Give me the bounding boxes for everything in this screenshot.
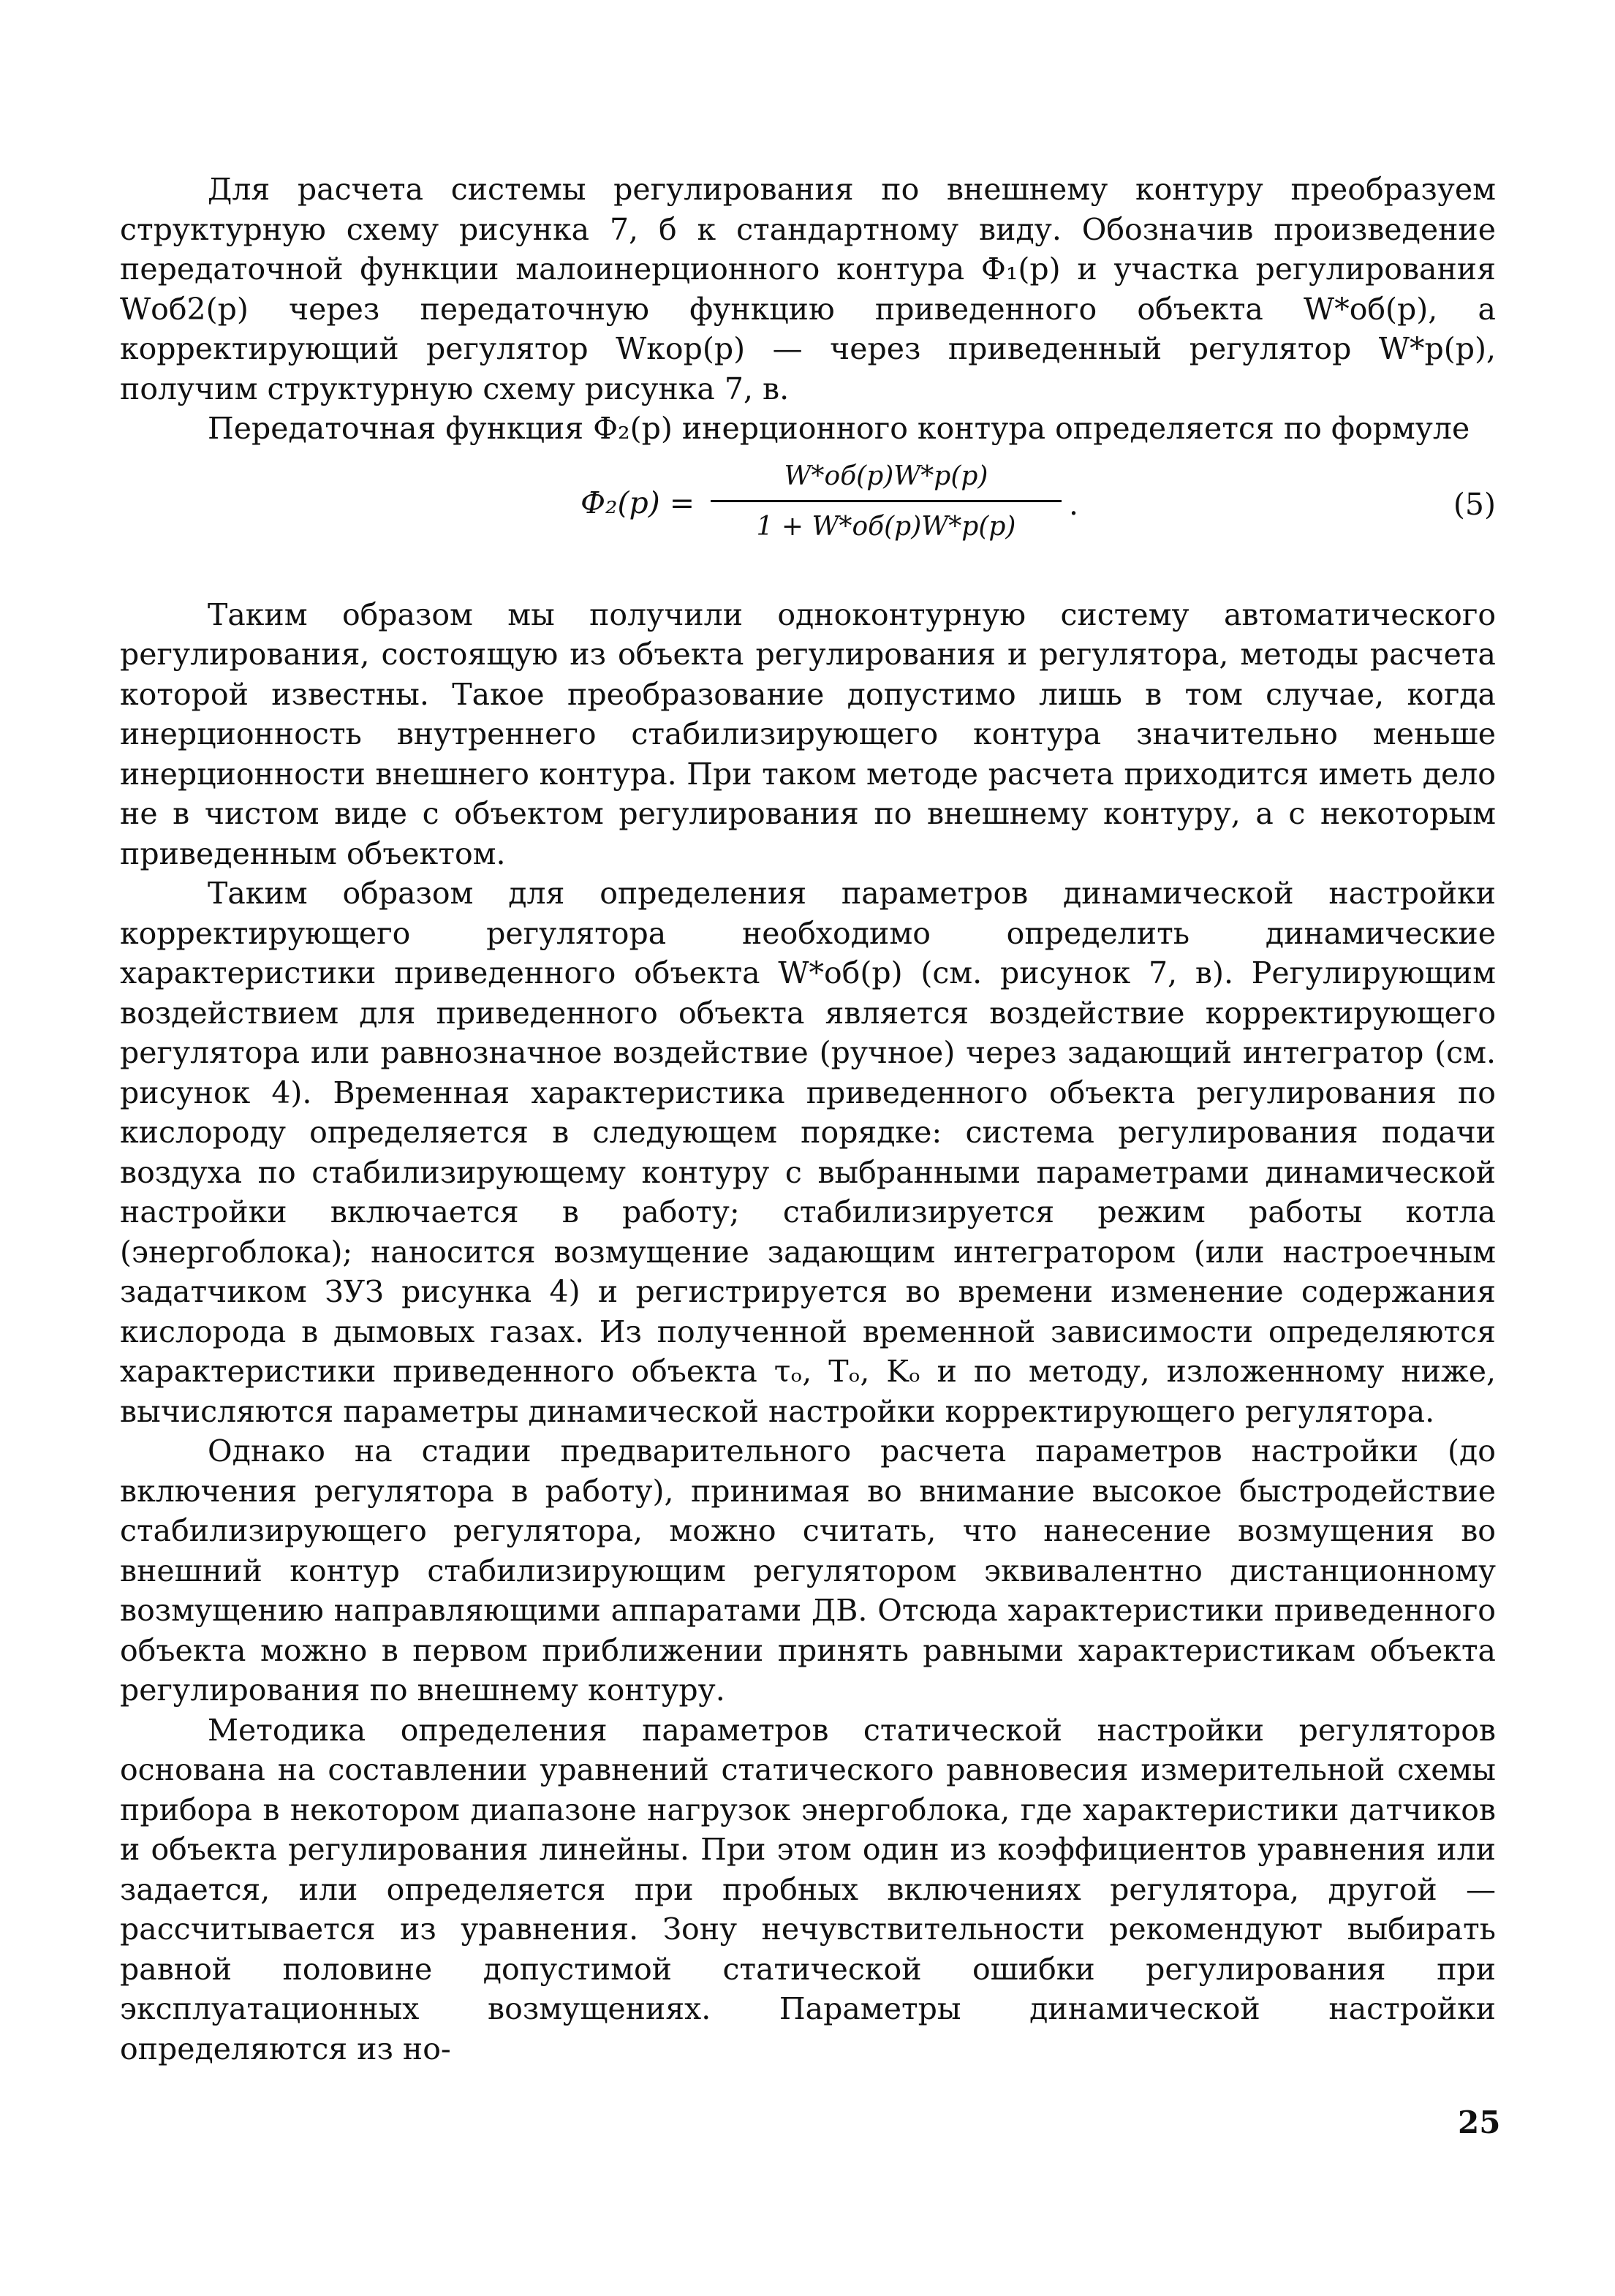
paragraph-1: Для расчета системы регулирования по внешнему контуру преобразуем структурную схему рисунка 7, б к стандартному виду. Обозначив произведение передаточной функции малоинерционного контура Ф₁(p) и участка регулирования Wоб2(p) через передаточную функцию приведенного объекта W*об(p), а корректирующий регулятор Wкор(p) — через приведенный регулятор W*р(p), получим структурную схему рисунка 7, в. bbox=[120, 172, 1496, 406]
formula-5 bbox=[120, 456, 1496, 564]
paragraph-5: Однако на стадии предварительного расчета параметров настройки (до включения регулятора в работу), принимая во внимание высокое быстродействие стабилизирующего регулятора, можно считать, что нанесение возмущения во внешний контур стабилизирующим регулятором эквивалентно дистанционному возмущению направляющими аппаратами ДВ. Отсюда характеристики приведенного объекта можно в первом приближении принять равными характеристикам объекта регулирования по внешнему контуру. bbox=[120, 1433, 1496, 1708]
paragraph-3: Таким образом мы получили одноконтурную систему автоматического регулирования, состоящую из объекта регулирования и регулятора, методы расчета которой известны. Такое преобразование допустимо лишь в том случае, когда инерционность внутреннего стабилизирующего контура значительно меньше инерционности внешнего контура. При таком методе расчета приходится иметь дело не в чистом виде с объектом регулирования по внешнему контуру, а с некоторым приведенным объектом. bbox=[120, 596, 1496, 871]
paragraph-2: Передаточная функция Ф₂(p) инерционного контура определяется по формуле bbox=[208, 411, 1470, 446]
formula-denominator: 1 + W*об(p)W*р(p) bbox=[756, 511, 1016, 542]
paragraph-4: Таким образом для определения параметров динамической настройки корректирующего регулятора необходимо определить динамические характеристики приведенного объекта W*об(p) (см. рисунок 7, в). Регулирующим воздействием для приведенного объекта является воздействие корректирующего регулятора или равнозначное воздействие (ручное) через задающий интегратор (см. рисунок 4). Временная характеристика приведенного объекта регулирования по кислороду определяется в следующем порядке: система регулирования подачи воздуха по стабилизирующему контуру с выбранными параметрами динамической настройки включается в работу; стабилизируется режим работы котла (энергоблока); наносится возмущение задающим интегратором (или настроечным задатчиком ЗУЗ рисунка 4) и регистрируется во времени изменение содержания кислорода в дымовых газах. Из полученной временной зависимости определяются характеристики приведенного объекта τₒ, Tₒ, Kₒ и по методу, изложенному ниже, вычисляются параметры динамической настройки корректирующего регулятора. bbox=[120, 876, 1496, 1429]
formula-number: (5) bbox=[1453, 486, 1496, 522]
page-number: 25 bbox=[1458, 2104, 1501, 2140]
fraction-bar bbox=[711, 500, 1062, 502]
formula-terminator: . bbox=[1069, 486, 1079, 522]
paragraph-6: Методика определения параметров статической настройки регуляторов основана на составлении уравнений статического равновесия измерительной схемы прибора в некотором диапазоне нагрузок энергоблока, где характеристики датчиков и объекта регулирования линейны. При этом один из коэффициентов уравнения или задается, или определяется при пробных включениях регулятора, другой — рассчитывается из уравнения. Зону нечувствительности рекомендуют выбирать равной половине допустимой статической ошибки регулирования при эксплуатационных возмущениях. Параметры динамической настройки определяются из но- bbox=[120, 1712, 1496, 2066]
formula-lhs: Ф₂(p) = bbox=[580, 485, 695, 520]
page-content bbox=[120, 170, 1496, 2069]
formula-numerator: W*об(p)W*р(p) bbox=[784, 461, 988, 491]
formula-fraction bbox=[711, 456, 1062, 548]
